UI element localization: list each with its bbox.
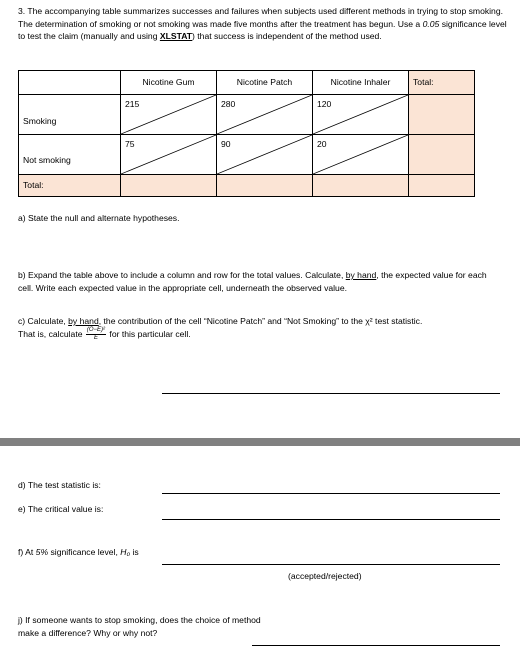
question-f-h0: H₀ [120,547,131,557]
question-b-underline: by hand [345,270,377,280]
question-f-text-1: f) At [18,547,36,557]
cell-value: 280 [221,99,236,109]
question-c-text-2: , the contribution of the cell “Nicotine Patch” and “Not Smoking” to the χ² test statistic. [98,316,423,326]
header-total: Total: [409,71,475,95]
corner-cell [19,71,121,95]
xlstat-link: XLSTAT [159,31,193,41]
table-row-not-smoking [19,135,475,175]
row-label-text: Smoking [23,115,57,126]
row-label-not-smoking [19,135,121,175]
cell-value: 75 [125,139,135,149]
question-e: e) The critical value is: [18,504,104,514]
cell-not-smoking-patch [217,135,313,175]
cell-value: 120 [317,99,332,109]
question-c-formula-pre: That is, calculate [18,328,85,339]
cell-diagonal [121,135,216,174]
cell-not-smoking-inhaler [313,135,409,175]
cell-value: 20 [317,139,327,149]
cell-total-inhaler [313,175,409,197]
cell-smoking-total [409,95,475,135]
cell-grand-total [409,175,475,197]
cell-value: 215 [125,99,140,109]
question-c-formula-post: for this particular cell. [107,328,191,339]
cell-not-smoking-total [409,135,475,175]
row-label-smoking [19,95,121,135]
question-f-text-3: is [130,547,139,557]
problem-intro [18,5,508,43]
question-a: a) State the null and alternate hypotheses. [18,213,180,223]
table-row-smoking [19,95,475,135]
fraction-denominator: E [93,335,98,341]
chi-square-fraction [86,327,106,342]
header-nicotine-gum: Nicotine Gum [121,71,217,95]
intro-text-1: 3. The accompanying table summarizes successes and failures when subjects used different methods in trying to stop smoking. The determination of smoking or not smoking was made five months after the treatment has begun. Use a [18,6,504,29]
answer-line-j [252,645,500,646]
cell-total-patch [217,175,313,197]
cell-diagonal [217,135,312,174]
question-c-underline: by hand [68,316,99,326]
question-d: d) The test statistic is: [18,480,101,490]
intro-text-2: significance level to test the claim (manually and using [18,18,507,41]
question-b-text-1: b) Expand the table above to include a column and row for the total values. Calculate, [18,270,346,280]
header-nicotine-patch: Nicotine Patch [217,71,313,95]
row-label-text: Not smoking [23,154,71,165]
cell-not-smoking-gum [121,135,217,175]
section-divider [0,438,520,446]
cell-value: 90 [221,139,231,149]
answer-line-f [162,564,500,565]
question-f-text-2: significance level, [48,547,121,557]
answer-line-c [162,393,500,394]
alpha-value: 0.05 [422,18,440,29]
intro-text-3: ) that success is independent of the method used. [192,31,382,41]
table-row-total [19,175,475,197]
question-c-text-1: c) Calculate, [18,316,69,326]
question-j: j) If someone wants to stop smoking, does the choice of method make a difference? Why or why not? [18,615,261,638]
question-f-percent: 5% [35,547,49,557]
observed-table [18,70,475,197]
fraction-numerator: (O−E)² [86,327,106,333]
cell-diagonal [313,135,408,174]
table-header-row [19,71,475,95]
question-f [18,547,139,558]
question-b [18,269,503,294]
answer-line-d [162,493,500,494]
cell-total-gum [121,175,217,197]
question-c-formula [18,327,513,342]
cell-smoking-patch [217,95,313,135]
question-c [18,316,513,327]
cell-smoking-gum [121,95,217,135]
accepted-rejected-hint: (accepted/rejected) [288,571,362,581]
row-label-total: Total: [19,175,121,197]
header-nicotine-inhaler: Nicotine Inhaler [313,71,409,95]
cell-smoking-inhaler [313,95,409,135]
answer-line-e [162,519,500,520]
question-b-text-2: , the expected value for each cell. Write each expected value in the appropriate cell, underneath the observed value. [18,270,487,293]
